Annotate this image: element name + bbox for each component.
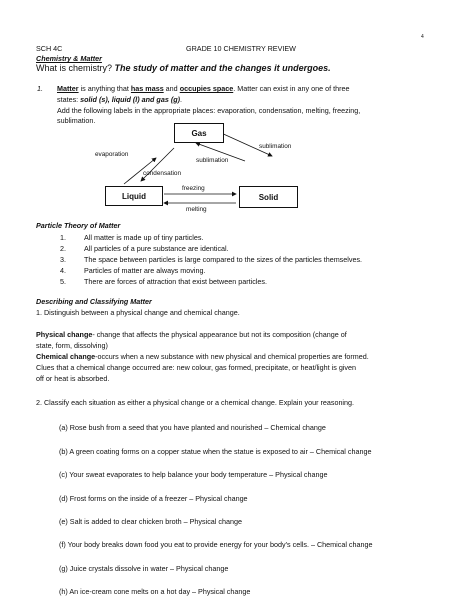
clues-line-2: off or heat is absorbed. — [36, 374, 110, 383]
course-code: SCH 4C — [36, 44, 63, 53]
particle-num-5: 5. — [60, 277, 66, 286]
solid-box: Solid — [239, 186, 298, 208]
particle-item-3: The space between particles is large compared to the sizes of the particles themselves. — [84, 255, 363, 264]
q2-item-f: (f) Your body breaks down food you eat to provide energy for your body’s cells. – Chemical change — [59, 540, 373, 549]
condensation-label: condensation — [143, 170, 182, 177]
q1-line4: sublimation. — [57, 116, 96, 125]
particle-num-1: 1. — [60, 233, 66, 242]
liquid-box: Liquid — [105, 186, 163, 206]
q2-prompt: 2. Classify each situation as either a physical change or a chemical change. Explain your reasoning. — [36, 398, 355, 407]
describing-question: 1. Distinguish between a physical change and chemical change. — [36, 308, 240, 317]
section-heading: Chemistry & Matter — [36, 54, 102, 63]
particle-num-3: 3. — [60, 255, 66, 264]
q2-item-g: (g) Juice crystals dissolve in water – Physical change — [59, 564, 229, 573]
gas-box: Gas — [174, 123, 224, 143]
particle-theory-heading: Particle Theory of Matter — [36, 221, 121, 230]
q2-item-c: (c) Your sweat evaporates to help balance your body temperature – Physical change — [59, 470, 328, 479]
physical-change-def-2: state, form, dissolving) — [36, 341, 108, 350]
sublimation-top-label: sublimation — [259, 143, 292, 150]
particle-num-2: 2. — [60, 244, 66, 253]
q2-item-b: (b) A green coating forms on a copper statue when the statue is exposed to air – Chemical change — [59, 447, 372, 456]
q2-item-a: (a) Rose bush from a seed that you have planted and nourished – Chemical change — [59, 423, 326, 432]
particle-num-4: 4. — [60, 266, 66, 275]
q2-item-h: (h) An ice-cream cone melts on a hot day – Physical change — [59, 587, 251, 596]
q1-line3: Add the following labels in the appropriate places: evaporation, condensation, melting, freezing, — [57, 106, 361, 115]
q1-line2: states: solid (s), liquid (l) and gas (g). — [57, 95, 182, 104]
sublimation-mid-label: sublimation — [196, 157, 229, 164]
chemical-change-def: Chemical change-occurs when a new substance with new physical and chemical properties are formed. — [36, 352, 369, 361]
q2-item-d: (d) Frost forms on the inside of a freezer – Physical change — [59, 494, 248, 503]
q1-line1: Matter is anything that has mass and occupies space. Matter can exist in any one of three — [57, 84, 350, 93]
chemistry-question: What is chemistry? The study of matter and the changes it undergoes. — [36, 63, 331, 73]
clues-line-1: Clues that a chemical change occurred are: new colour, gas formed, precipitate, or heat/light is given — [36, 363, 357, 372]
q1-number: 1. — [37, 84, 43, 93]
page-title: GRADE 10 CHEMISTRY REVIEW — [186, 44, 296, 53]
particle-item-1: All matter is made up of tiny particles. — [84, 233, 204, 242]
page-number: 4 — [421, 34, 424, 40]
freezing-label: freezing — [182, 185, 205, 192]
evaporation-label: evaporation — [95, 151, 129, 158]
particle-item-2: All particles of a pure substance are identical. — [84, 244, 229, 253]
particle-item-4: Particles of matter are always moving. — [84, 266, 206, 275]
particle-item-5: There are forces of attraction that exist between particles. — [84, 277, 267, 286]
melting-label: melting — [186, 206, 207, 213]
describing-heading: Describing and Classifying Matter — [36, 297, 152, 306]
q2-item-e: (e) Salt is added to clear chicken broth – Physical change — [59, 517, 242, 526]
physical-change-def-1: Physical change- change that affects the physical appearance but not its composition (change of — [36, 330, 347, 339]
